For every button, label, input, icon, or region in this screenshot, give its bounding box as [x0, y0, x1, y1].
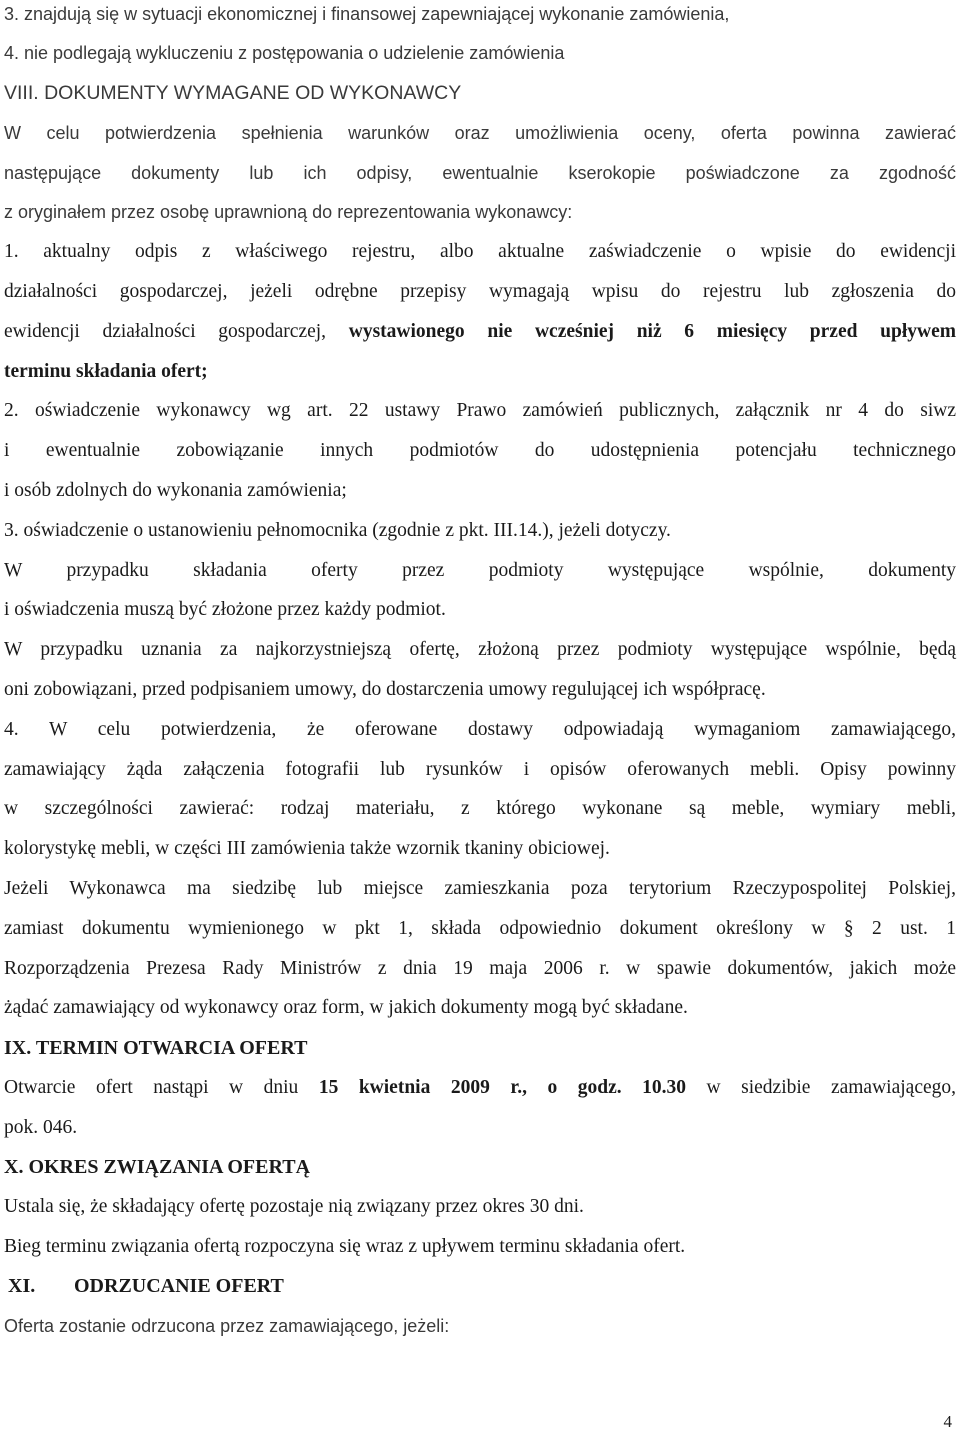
- paragraph-line: 2. oświadczenie wykonawcy wg art. 22 ustawy Prawo zamówień publicznych, załącznik nr 4 do siwz: [4, 400, 956, 421]
- paragraph-line: i oświadczenia muszą być złożone przez każdy podmiot.: [4, 599, 446, 620]
- text-run: Otwarcie ofert nastąpi w dniu: [4, 1077, 319, 1098]
- paragraph-line: zamiast dokumentu wymienionego w pkt 1, składa odpowiednio dokument określony w § 2 ust. 1: [4, 918, 956, 939]
- section-title: ODRZUCANIE OFERT: [74, 1275, 284, 1297]
- text-run: w siedzibie zamawiającego,: [686, 1077, 957, 1098]
- paragraph-line: Jeżeli Wykonawca ma siedzibę lub miejsce zamieszkania poza terytorium Rzeczypospolitej Polskiej,: [4, 878, 956, 899]
- paragraph-line: Rozporządzenia Prezesa Rady Ministrów z dnia 19 maja 2006 r. w spawie dokumentów, jakich może: [4, 958, 956, 979]
- paragraph-line: zamawiający żąda załączenia fotografii lub rysunków i opisów oferowanych mebli. Opisy powinny: [4, 759, 956, 780]
- paragraph-line: następujące dokumenty lub ich odpisy, ewentualnie kserokopie poświadczone za zgodność: [4, 163, 956, 183]
- paragraph-line: i osób zdolnych do wykonania zamówienia;: [4, 480, 347, 501]
- paragraph-line: [4, 320, 956, 344]
- bold-text-run: 15 kwietnia 2009 r., o godz. 10.30: [318, 1077, 687, 1098]
- page-number: 4: [943, 1412, 952, 1431]
- paragraph-line: żądać zamawiający od wykonawcy oraz form, w jakich dokumenty mogą być składane.: [4, 997, 688, 1018]
- paragraph-line: Bieg terminu związania ofertą rozpoczyna się wraz z upływem terminu składania ofert.: [4, 1236, 686, 1257]
- paragraph-line: Oferta zostanie odrzucona przez zamawiającego, jeżeli:: [4, 1316, 450, 1336]
- paragraph-line: 4. W celu potwierdzenia, że oferowane dostawy odpowiadają wymaganiom zamawiającego,: [4, 719, 956, 740]
- paragraph-line: Ustala się, że składający ofertę pozostaje nią związany przez okres 30 dni.: [4, 1196, 584, 1217]
- paragraph-line: W przypadku składania oferty przez podmioty występujące wspólnie, dokumenty: [4, 560, 956, 581]
- paragraph-line: 3. oświadczenie o ustanowieniu pełnomocnika (zgodnie z pkt. III.14.), jeżeli dotyczy.: [4, 520, 671, 541]
- paragraph-line: w szczególności zawierać: rodzaj materiału, z którego wykonane są meble, wymiary mebli,: [4, 798, 956, 819]
- text-run: ewidencji działalności gospodarczej,: [4, 321, 349, 342]
- list-item-3: 3. znajdują się w sytuacji ekonomicznej i finansowej zapewniającej wykonanie zamówienia,: [4, 4, 730, 24]
- list-item-4: 4. nie podlegają wykluczeniu z postępowania o udzielenie zamówienia: [4, 43, 565, 63]
- paragraph-line: oni zobowiązani, przed podpisaniem umowy, do dostarczenia umowy regulującej ich współpracę.: [4, 679, 766, 700]
- paragraph-line: 1. aktualny odpis z właściwego rejestru, albo aktualne zaświadczenie o wpisie do ewidencji: [4, 241, 956, 262]
- paragraph-line: pok. 046.: [4, 1117, 78, 1138]
- paragraph-line: W przypadku uznania za najkorzystniejszą ofertę, złożoną przez podmioty występujące wspólnie, będą: [4, 639, 956, 660]
- bold-text-run: wystawionego nie wcześniej niż 6 miesięcy przed upływem: [348, 321, 956, 342]
- paragraph-line: działalności gospodarczej, jeżeli odrębne przepisy wymagają wpisu do rejestru lub zgłoszenia do: [4, 281, 956, 302]
- section-heading-ix: IX. TERMIN OTWARCIA OFERT: [4, 1037, 308, 1059]
- section-heading-viii: VIII. DOKUMENTY WYMAGANE OD WYKONAWCY: [4, 82, 462, 104]
- section-heading-x: X. OKRES ZWIĄZANIA OFERTĄ: [4, 1156, 311, 1178]
- paragraph-line: kolorystykę mebli, w części III zamówienia także wzornik tkaniny obiciowej.: [4, 838, 610, 859]
- paragraph-line: i ewentualnie zobowiązanie innych podmiotów do udostępnienia potencjału technicznego: [4, 440, 956, 461]
- paragraph-line: [4, 1076, 956, 1100]
- section-number: XI.: [8, 1275, 36, 1297]
- paragraph-line: z oryginałem przez osobę uprawnioną do reprezentowania wykonawcy:: [4, 202, 573, 222]
- paragraph-line: W celu potwierdzenia spełnienia warunków oraz umożliwienia oceny, oferta powinna zawierać: [4, 123, 956, 143]
- section-heading-xi: [4, 1274, 956, 1298]
- paragraph-line: terminu składania ofert;: [4, 361, 208, 382]
